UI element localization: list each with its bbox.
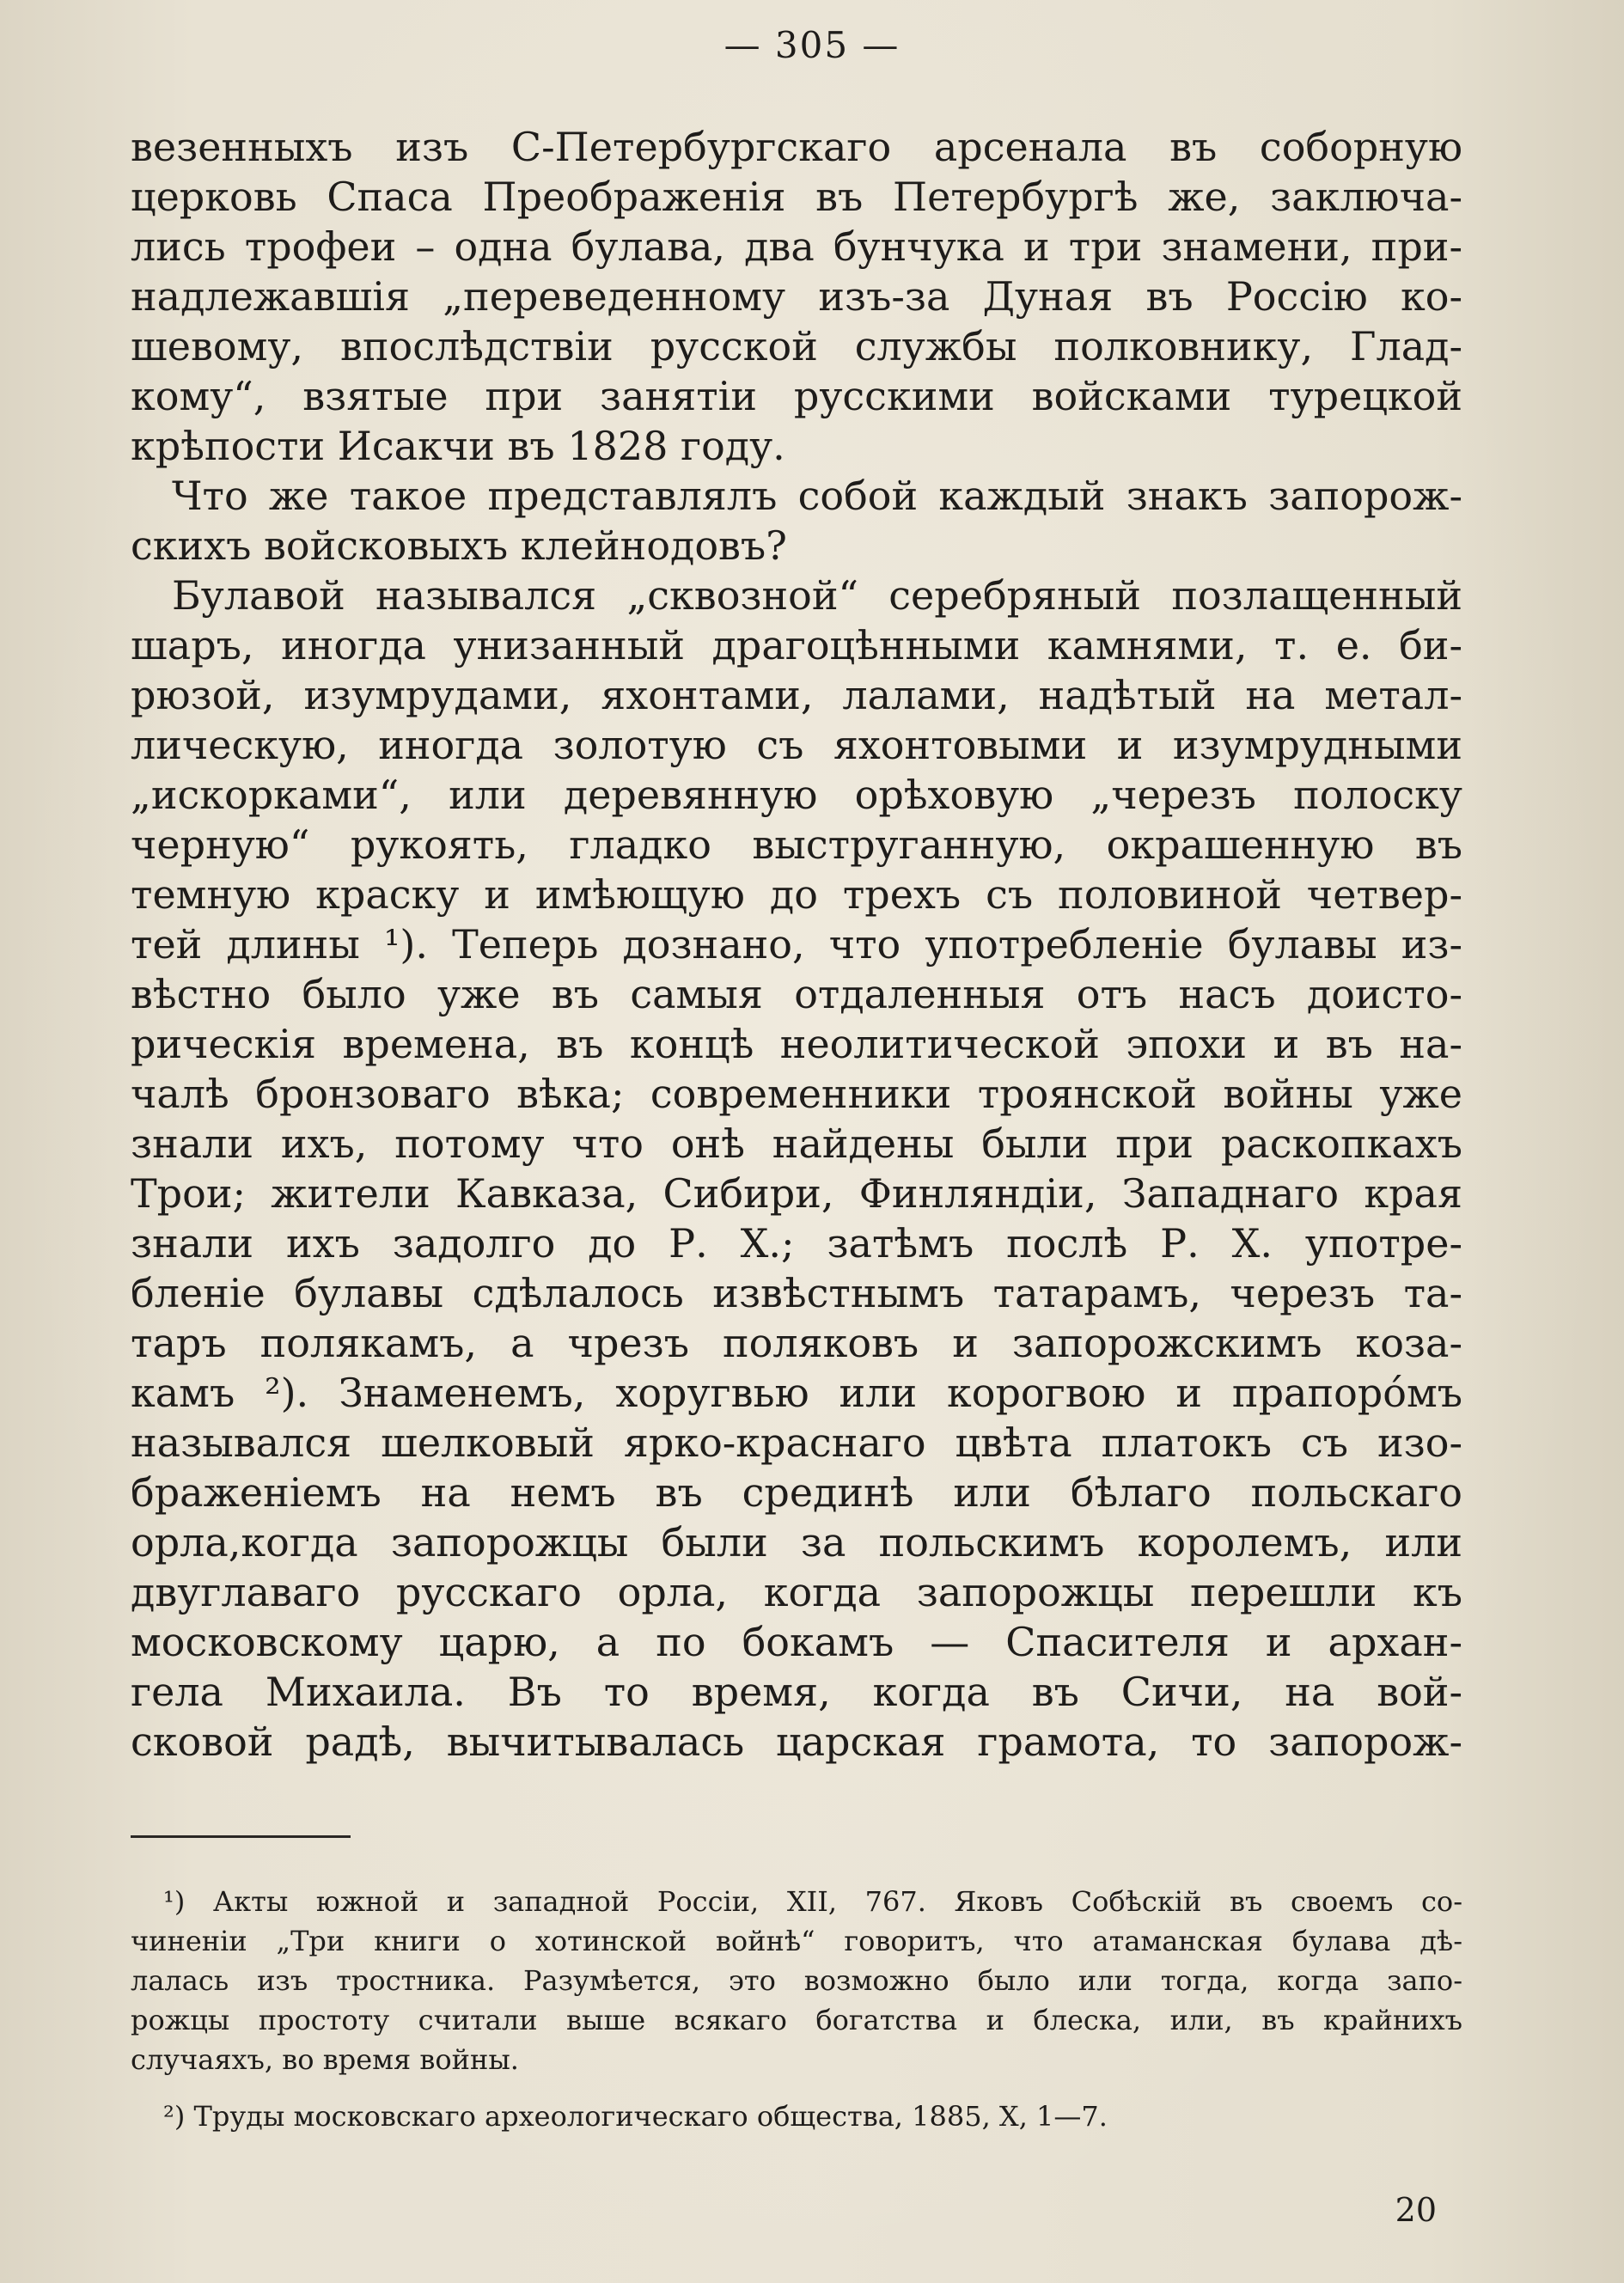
body-line: надлежавшія „переведенному изъ-за Дуная въ Россію ко- [131, 273, 1462, 320]
body-text [131, 122, 1462, 1767]
body-line: таръ полякамъ, а чрезъ поляковъ и запорожскимъ коза- [131, 1320, 1462, 1366]
body-line: браженіемъ на немъ въ срединѣ или бѣлаго польскаго [131, 1469, 1462, 1516]
body-line: Трои; жители Кавказа, Сибири, Финляндіи, Западнаго края [131, 1170, 1462, 1217]
body-line: чалѣ бронзоваго вѣка; современники троянской войны уже [131, 1071, 1462, 1117]
body-line: сковой радѣ, вычитывалась царская грамота, то запорож- [131, 1718, 1462, 1765]
body-line: знали ихъ, потому что онѣ найдены были при раскопкахъ [131, 1120, 1462, 1167]
body-line: вѣстно было уже въ самыя отдаленныя отъ насъ доисто- [131, 971, 1462, 1017]
body-line: Что же такое представлялъ собой каждый знакъ запорож- [172, 473, 1462, 519]
page-number: — 305 — [723, 24, 901, 66]
body-line: тей длины ¹). Теперь дознано, что употребленіе булавы из- [131, 921, 1462, 968]
footnote-1-line: чиненіи „Три книги о хотинской войнѣ“ говоритъ, что атаманская булава дѣ- [131, 1925, 1462, 1957]
body-line: двуглаваго русскаго орла, когда запорожцы перешли къ [131, 1569, 1462, 1615]
body-line: шаръ, иногда унизанный драгоцѣнными камнями, т. е. би- [131, 622, 1462, 668]
body-line: темную краску и имѣющую до трехъ съ половиной четвер- [131, 871, 1462, 918]
body-line: гела Михаила. Въ то время, когда въ Сичи, на вой- [131, 1669, 1462, 1715]
printer-signature-mark: 20 [1395, 2191, 1437, 2229]
footnote-1-line: ¹) Акты южной и западной Россіи, XII, 767. Яковъ Собѣскій въ своемъ со- [163, 1885, 1462, 1918]
body-line: московскому царю, а по бокамъ — Спасителя и архан- [131, 1619, 1462, 1665]
footnote-1-line: рожцы простоту считали выше всякаго богатства и блеска, или, въ крайнихъ [131, 2004, 1462, 2036]
body-line: церковь Спаса Преображенія въ Петербургѣ же, заключа- [131, 174, 1462, 220]
body-line: рюзой, изумрудами, яхонтами, лалами, надѣтый на метал- [131, 672, 1462, 718]
body-line: везенныхъ изъ С-Петербургскаго арсенала въ соборную [131, 124, 1462, 170]
body-line: лись трофеи – одна булава, два бунчука и три знамени, при- [131, 223, 1462, 270]
body-line: скихъ войсковыхъ клейнодовъ? [131, 522, 787, 569]
body-line: лическую, иногда золотую съ яхонтовыми и изумрудными [131, 722, 1462, 768]
body-line: рическія времена, въ концѣ неолитической эпохи и въ на- [131, 1021, 1462, 1067]
body-line: крѣпости Исакчи въ 1828 году. [131, 423, 785, 469]
footnote-2-line: ²) Труды московскаго археологическаго общества, 1885, X, 1—7. [163, 2100, 1108, 2133]
footnote-1-line: лалась изъ тростника. Разумѣется, это возможно было или тогда, когда запо- [131, 1964, 1462, 1997]
footnote-separator [131, 1835, 351, 1838]
body-line: „искорками“, или деревянную орѣховую „черезъ полоску [131, 772, 1462, 818]
body-line: камъ ²). Знаменемъ, хоругвью или корогвою и прапоро́мъ [131, 1370, 1462, 1416]
body-line: кому“, взятые при занятіи русскими войсками турецкой [131, 373, 1462, 419]
footnotes [131, 1882, 1462, 2136]
body-line: Булавой назывался „сквозной“ серебряный позлащенный [172, 572, 1462, 619]
body-line: знали ихъ задолго до Р. Х.; затѣмъ послѣ Р. Х. употре- [131, 1220, 1462, 1267]
body-line: орла,когда запорожцы были за польскимъ королемъ, или [131, 1519, 1462, 1566]
body-line: шевому, впослѣдствіи русской службы полковнику, Глад- [131, 323, 1462, 369]
body-line: назывался шелковый ярко-краснаго цвѣта платокъ съ изо- [131, 1419, 1462, 1466]
body-line: черную“ рукоять, гладко выструганную, окрашенную въ [131, 821, 1462, 868]
body-line: бленіе булавы сдѣлалось извѣстнымъ татарамъ, черезъ та- [131, 1270, 1462, 1316]
footnote-1-line: случаяхъ, во время войны. [131, 2043, 519, 2076]
